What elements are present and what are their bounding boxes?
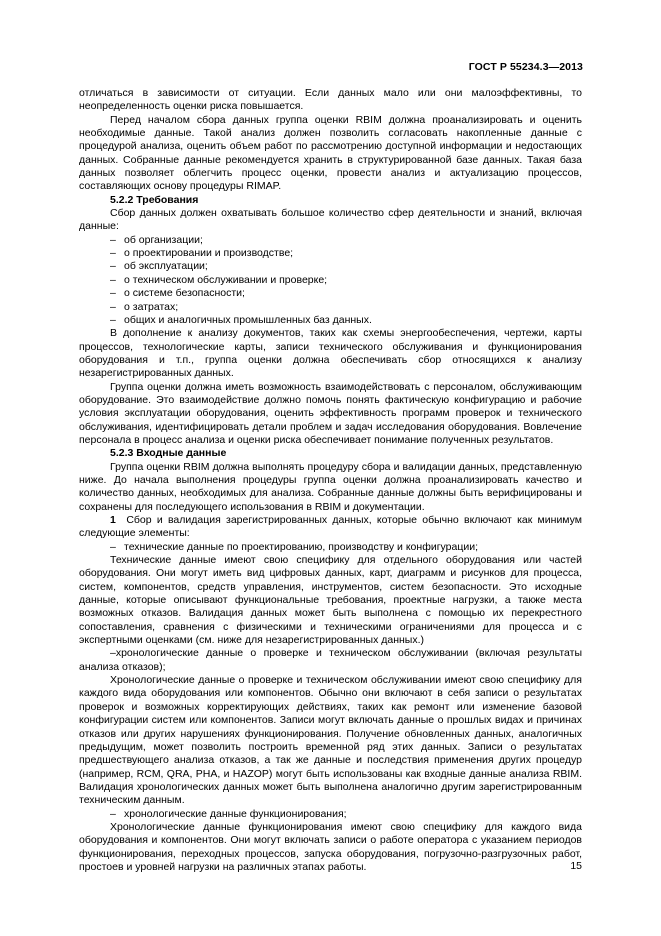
list-item	[79, 541, 582, 554]
list-dash: –	[110, 807, 116, 820]
list-item-text: об эксплуатации;	[124, 260, 208, 273]
paragraph: Хронологические данные функционирования имеют свою специфику для каждого вида оборудования и компонентов. Они могут включать записи о работе оператора с указанием периодов функционирования, переходных процессов, запуска оборудования, погрузочно-разгрузочных работ, простоев и уровней нагрузки на различных этапах работы.	[79, 820, 582, 873]
list-item	[79, 247, 582, 260]
paragraph: Группа оценки должна иметь возможность взаимодействовать с персоналом, обслуживающим оборудование. Это взаимодействие должно помочь понять фактическую конфигурацию и рабочие условия эксплуатации оборудования, оценить эффективность программ проверок и технического обслуживания, идентифицировать детали проблем и задач исследования оборудования. Вовлечение персонала в процесс анализа и оценки риска обеспечивает понимание полученных результатов.	[79, 380, 582, 446]
paragraph: Технические данные имеют свою специфику для отдельного оборудования или частей оборудования. Они могут иметь вид цифровых данных, карт, диаграмм и рисунков для процесса, систем, компонентов, средств управления, инструментов, систем безопасности. Это исходные данные, которые описывают функциональные требования, проектные нагрузки, а также места возможных отказов. Валидация данных может быть выполнена с помощью их перекрестного сопоставления, сравнения с физическими и техническими ограничениями для процесса и с экспертными оценками (см. ниже для незарегистрированных данных.)	[79, 554, 582, 647]
list-item	[79, 301, 582, 314]
list-dash: –	[110, 233, 116, 246]
list-item-text: о системе безопасности;	[124, 287, 245, 300]
list-dash: –	[110, 647, 116, 660]
list-dash: –	[110, 313, 116, 326]
list-item-text: о техническом обслуживании и проверке;	[124, 273, 328, 286]
list-dash: –	[110, 540, 116, 553]
paragraph: Хронологические данные о проверке и техническом обслуживании имеют свою специфику для каждого вида оборудования или компонентов. Обычно они включают в себя записи о результатах проверок и возможных корректирующих действиях, таких как ремонт или изменение базовой конфигурации систем или компонентов. Записи могут включать данные о прошлых видах и причинах отказов или других нарушениях функционирования. Получение обновленных данных, аналогичных предыдущим, может позволить построить временной ряд этих данных. Записи о результатах предшествующего анализа отказов, а так же данные и последствия применения других процедур (например, RCM, QRA, PHA, и HAZOP) могут быть использованы как входные данные анализа RBIM. Валидация хронологических данных может быть выполнена аналогично другим зарегистрированным техническим данным.	[79, 674, 582, 807]
page-number: 15	[570, 860, 582, 872]
list-item	[79, 287, 582, 300]
list-item	[79, 260, 582, 273]
standard-code-header: ГОСТ Р 55234.3—2013	[468, 61, 583, 73]
list-dash: –	[110, 247, 116, 260]
paragraph: Группа оценки RBIM должна выполнять процедуру сбора и валидации данных, представленную ниже. До начала выполнения процедуры группа оценки должна проанализировать качество и количество данных, необходимых для анализа. Собранные данные должны быть верифицированы и сохранены для последующего использования в RBIM и документации.	[79, 460, 582, 513]
list-item-text: технические данные по проектированию, производству и конфигурации;	[124, 540, 478, 553]
list-item-text: об организации;	[124, 233, 203, 246]
numbered-paragraph	[79, 514, 582, 541]
item-number: 1	[110, 514, 116, 526]
list-item-text: о проектировании и производстве;	[124, 247, 294, 260]
section-heading-5-2-2: 5.2.2 Требования	[110, 193, 199, 206]
list-dash: –	[110, 273, 116, 286]
list-dash: –	[110, 300, 116, 313]
list-item	[79, 314, 582, 327]
list-dash: –	[110, 260, 116, 273]
section-heading-5-2-3: 5.2.3 Входные данные	[110, 447, 227, 460]
list-item-text: хронологические данные функционирования;	[124, 807, 347, 820]
list-item	[79, 808, 582, 821]
list-item-text: общих и аналогичных промышленных баз данных.	[124, 313, 372, 326]
list-item	[79, 647, 582, 674]
list-item-text: хронологические данные о проверке и техническом обслуживании (включая результаты анализа отказов);	[79, 647, 582, 673]
numbered-paragraph-text: Сбор и валидация зарегистрированных данных, которые обычно включают как минимум следующие элементы:	[79, 514, 582, 540]
list-item	[79, 234, 582, 247]
list-item	[79, 274, 582, 287]
paragraph: отличаться в зависимости от ситуации. Если данных мало или они малоэффективны, то неопределенность оценки риска повышается.	[79, 87, 582, 113]
paragraph: Перед началом сбора данных группа оценки RBIM должна проанализировать и оценить необходимые данные. Такой анализ должен позволить согласовать накопленные данные с процедурой анализа, оценить объем работ по рассмотрению доступной информации и недостающих данных. Собранные данные рекомендуется хранить в структурированной базе данных. Такая база данных позволяет облегчить процесс оценки, провести анализ и актуализацию процессов, составляющих основу процедуры RIMAP.	[79, 113, 582, 193]
paragraph: В дополнение к анализу документов, таких как схемы энергообеспечения, чертежи, карты процессов, технологические карты, записи технического обслуживания и функционирования оборудования и т.п., группа оценки должна обеспечивать сбор относящихся к анализу незарегистрированных данных.	[79, 327, 582, 380]
body-text	[79, 87, 582, 874]
list-item-text: о затратах;	[124, 300, 179, 313]
paragraph: Сбор данных должен охватывать большое количество сфер деятельности и знаний, включая данные:	[79, 207, 582, 233]
list-dash: –	[110, 287, 116, 300]
